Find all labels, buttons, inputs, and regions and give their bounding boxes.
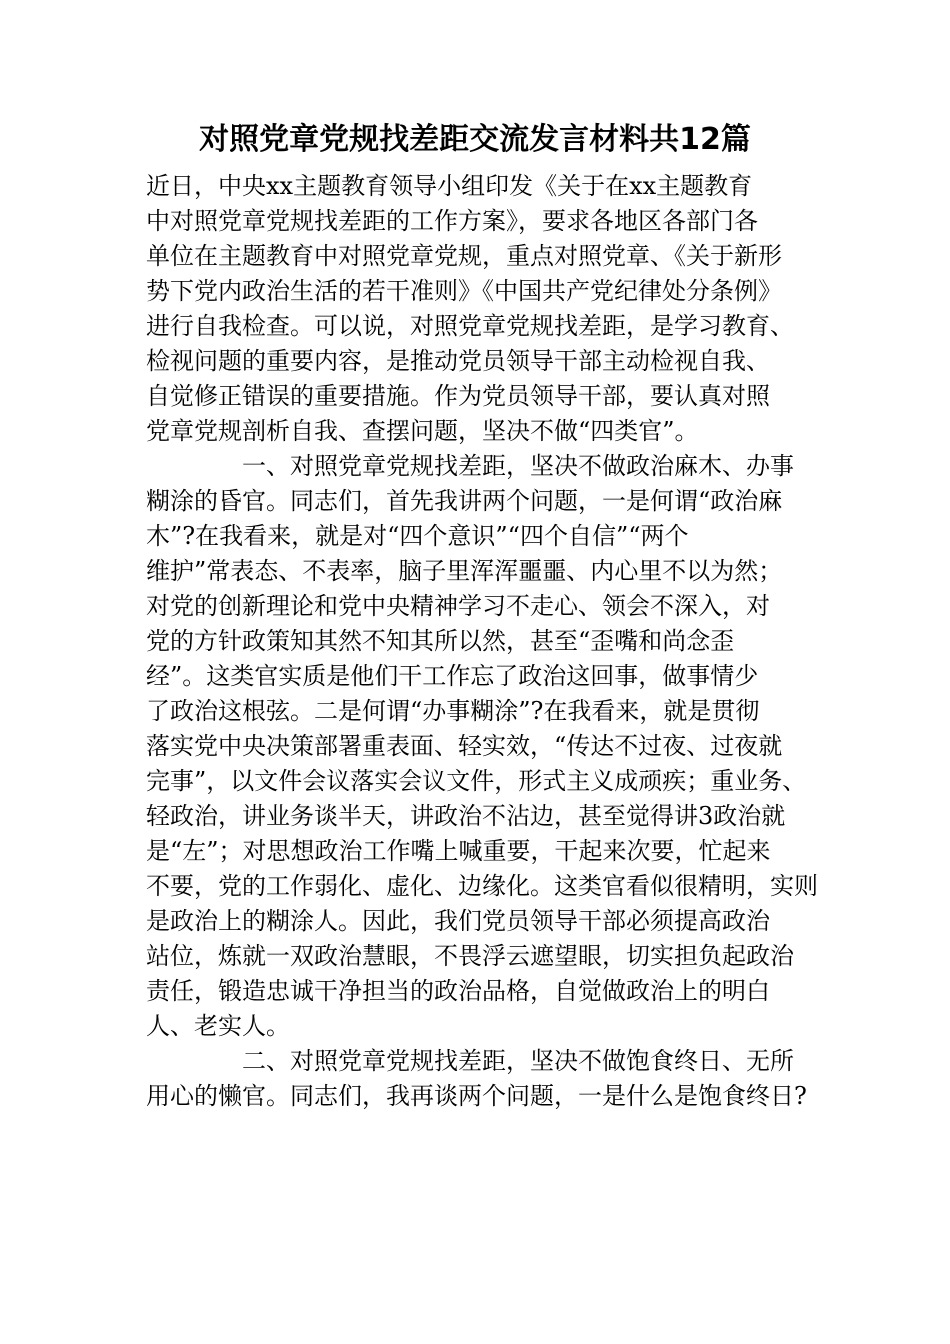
text-line: 轻政治，讲业务谈半天，讲政治不沾边，甚至觉得讲3政治就 <box>146 802 786 830</box>
text-line: 了政治这根弦。二是何谓“办事糊涂”?在我看来，就是贯彻 <box>146 697 760 725</box>
text-line: 单位在主题教育中对照党章党规，重点对照党章、《关于新形 <box>146 242 782 270</box>
text-line: 维护”常表态、不表率，脑子里浑浑噩噩、内心里不以为然； <box>146 557 783 585</box>
text-line: 近日，中央xx主题教育领导小组印发《关于在xx主题教育 <box>146 172 753 200</box>
text-line: 经”。这类官实质是他们干工作忘了政治这回事，做事情少 <box>146 662 759 690</box>
text-line: 是“左”；对思想政治工作嘴上喊重要，干起来次要，忙起来 <box>146 837 771 865</box>
text-line: 检视问题的重要内容，是推动党员领导干部主动检视自我、 <box>146 347 770 375</box>
section-heading-line: 一、对照党章党规找差距，坚决不做政治麻木、办事 <box>242 452 794 480</box>
section-heading-line: 二、对照党章党规找差距，坚决不做饱食终日、无所 <box>242 1047 794 1075</box>
text-line: 不要，党的工作弱化、虚化、边缘化。这类官看似很精明，实则 <box>146 872 818 900</box>
document-title: 对照党章党规找差距交流发言材料共12篇 <box>199 122 751 157</box>
text-line: 进行自我检查。可以说，对照党章党规找差距，是学习教育、 <box>146 312 794 340</box>
text-line: 站位，炼就一双政治慧眼，不畏浮云遮望眼，切实担负起政治 <box>146 942 794 970</box>
text-line: 是政治上的糊涂人。因此，我们党员领导干部必须提高政治 <box>146 907 770 935</box>
text-line: 完事”，以文件会议落实会议文件，形式主义成顽疾；重业务、 <box>146 767 807 795</box>
document-body <box>146 169 836 1114</box>
text-line: 责任，锻造忠诚干净担当的政治品格，自觉做政治上的明白 <box>146 977 770 1005</box>
text-line: 木”?在我看来，就是对“四个意识”“四个自信”“两个 <box>146 522 689 550</box>
text-line: 自觉修正错误的重要措施。作为党员领导干部，要认真对照 <box>146 382 770 410</box>
text-line: 糊涂的昏官。同志们，首先我讲两个问题，一是何谓“政治麻 <box>146 487 783 515</box>
text-line: 党的方针政策知其然不知其所以然，甚至“歪嘴和尚念歪 <box>146 627 735 655</box>
text-line: 势下党内政治生活的若干准则》《中国共产党纪律处分条例》 <box>146 277 782 305</box>
text-line: 中对照党章党规找差距的工作方案》，要求各地区各部门各 <box>146 207 758 235</box>
text-line: 落实党中央决策部署重表面、轻实效，“传达不过夜、过夜就 <box>146 732 783 760</box>
text-line: 人、老实人。 <box>146 1012 290 1040</box>
text-line: 党章党规剖析自我、查摆问题，坚决不做“四类官”。 <box>146 417 699 445</box>
text-line: 用心的懒官。同志们，我再谈两个问题，一是什么是饱食终日? <box>146 1082 807 1110</box>
text-line: 对党的创新理论和党中央精神学习不走心、领会不深入，对 <box>146 592 770 620</box>
